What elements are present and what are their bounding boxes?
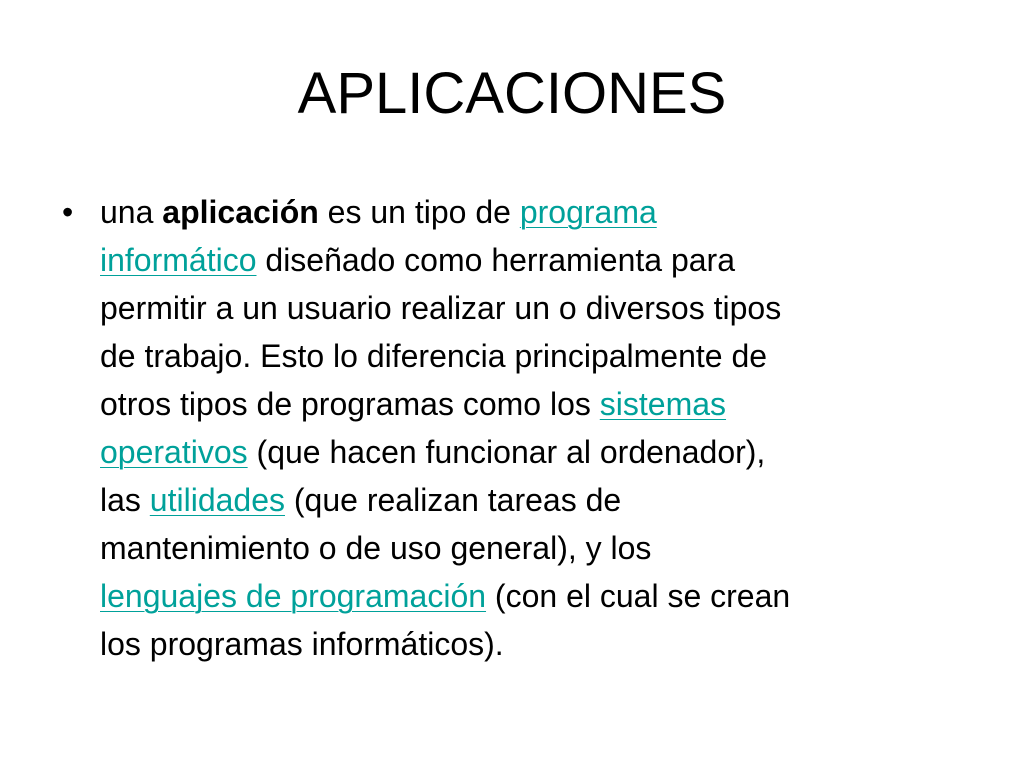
link-programa[interactable]: programa bbox=[519, 194, 657, 230]
link-operativos[interactable]: operativos bbox=[100, 434, 248, 470]
text-segment: es un tipo de bbox=[318, 194, 520, 230]
link-informatico[interactable]: informático bbox=[100, 242, 257, 278]
bullet-icon: • bbox=[62, 194, 74, 230]
link-lenguajes-de-programacion[interactable]: lenguajes de programación bbox=[100, 578, 487, 614]
text-segment: diseñado como herramienta para bbox=[256, 242, 735, 278]
link-sistemas[interactable]: sistemas bbox=[599, 386, 727, 422]
text-segment: (que realizan tareas de bbox=[285, 482, 622, 518]
text-segment: (con el cual se crean bbox=[486, 578, 791, 614]
text-segment: permitir a un usuario realizar un o diversos tipos bbox=[100, 290, 782, 326]
text-segment: de trabajo. Esto lo diferencia principalmente de bbox=[100, 338, 768, 374]
slide-body bbox=[62, 188, 967, 668]
bold-term-aplicacion: aplicación bbox=[162, 194, 319, 230]
bullet-paragraph bbox=[100, 188, 967, 668]
slide-title: APLICACIONES bbox=[297, 61, 727, 126]
link-utilidades[interactable]: utilidades bbox=[149, 482, 285, 518]
text-segment: otros tipos de programas como los bbox=[100, 386, 600, 422]
bullet-item bbox=[62, 188, 967, 668]
text-segment: los programas informáticos). bbox=[100, 626, 504, 662]
text-segment: una bbox=[100, 194, 163, 230]
text-segment: mantenimiento o de uso general), y los bbox=[100, 530, 652, 566]
text-segment: las bbox=[100, 482, 150, 518]
text-segment: (que hacen funcionar al ordenador), bbox=[247, 434, 766, 470]
